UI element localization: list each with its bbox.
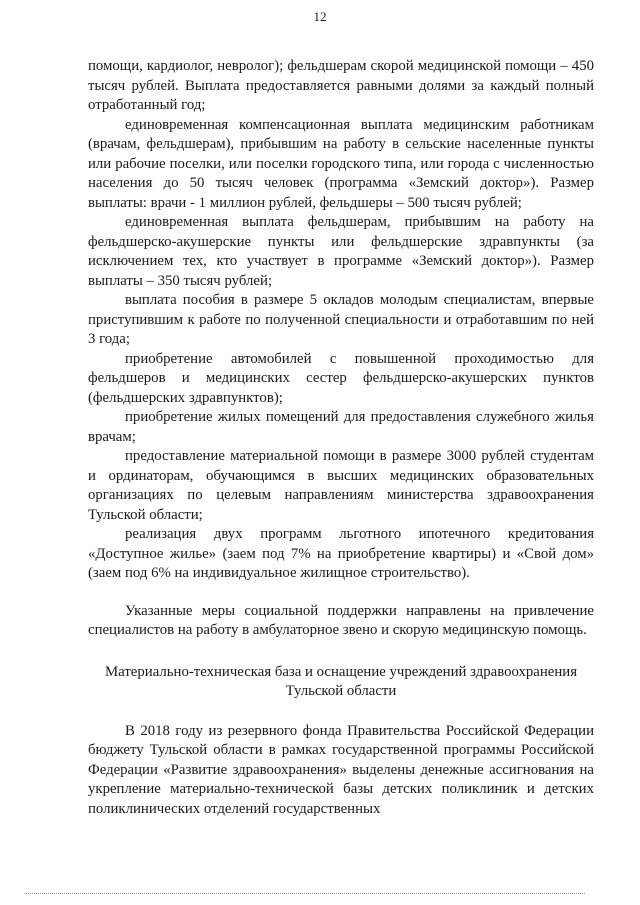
list-item-student-aid: предоставление материальной помощи в размере 3000 рублей студентам и ординаторам, обучающимся в высших медицинских образовательных организациях по целевым направлениям министерства здравоохранения Тульской области; [88,448,594,523]
list-item-mortgage: реализация двух программ льготного ипотечного кредитования «Доступное жилье» (заем под 7% на приобретение квартиры) и «Свой дом» (заем под 6% на индивидуальное жилищное строительство). [88,526,594,581]
list-item-young-specialists: выплата пособия в размере 5 окладов молодым специалистам, впервые приступившим к работе по полученной специальности и отработавшим по ней 3 года; [88,292,594,347]
scan-artifact-line [25,893,585,894]
list-item-feldsher-payment: единовременная выплата фельдшерам, прибывшим на работу на фельдшерско-акушерские пункты или фельдшерские здравпункты (за исключением тех, кто участвует в программе «Земский доктор»). Размер выплаты – 350 тысяч рублей; [88,214,594,289]
list-item-housing: приобретение жилых помещений для предоставления служебного жилья врачам; [88,409,594,445]
section-paragraph: В 2018 году из резервного фонда Правительства Российской Федерации бюджету Тульской области в рамках государственной программы Российской Федерации «Развитие здравоохранения» выделены денежные ассигнования на укрепление материально-технической базы детских поликлиник и детских поликлинических отделений государственных [88,722,594,817]
summary-paragraph: Указанные меры социальной поддержки направлены на привлечение специалистов на работу в амбулаторное звено и скорую медицинскую помощь. [88,602,594,638]
list-item-zemsky-doctor: единовременная компенсационная выплата медицинским работникам (врачам, фельдшерам), прибывшим на работу в сельские населенные пункты или рабочие поселки, или поселки городского типа, или города с численностью населения до 50 тысяч человек (программа «Земский доктор»). Размер выплаты: врачи - 1 миллион рублей, фельдшеры – 500 тысяч рублей; [88,116,594,211]
list-item-vehicles: приобретение автомобилей с повышенной проходимостью для фельдшеров и медицинских сестер фельдшерско-акушерских пунктов (фельдшерских здравпунктов); [88,350,594,406]
section-heading: Материально-техническая база и оснащение учреждений здравоохранения Тульской области [105,663,577,699]
paragraph-continuation: помощи, кардиолог, невролог); фельдшерам скорой медицинской помощи – 450 тысяч рублей. Выплата предоставляется равными долями за каждый полный отработанный год; [88,58,594,113]
page-number: 12 [313,9,327,24]
document-body [88,57,594,819]
